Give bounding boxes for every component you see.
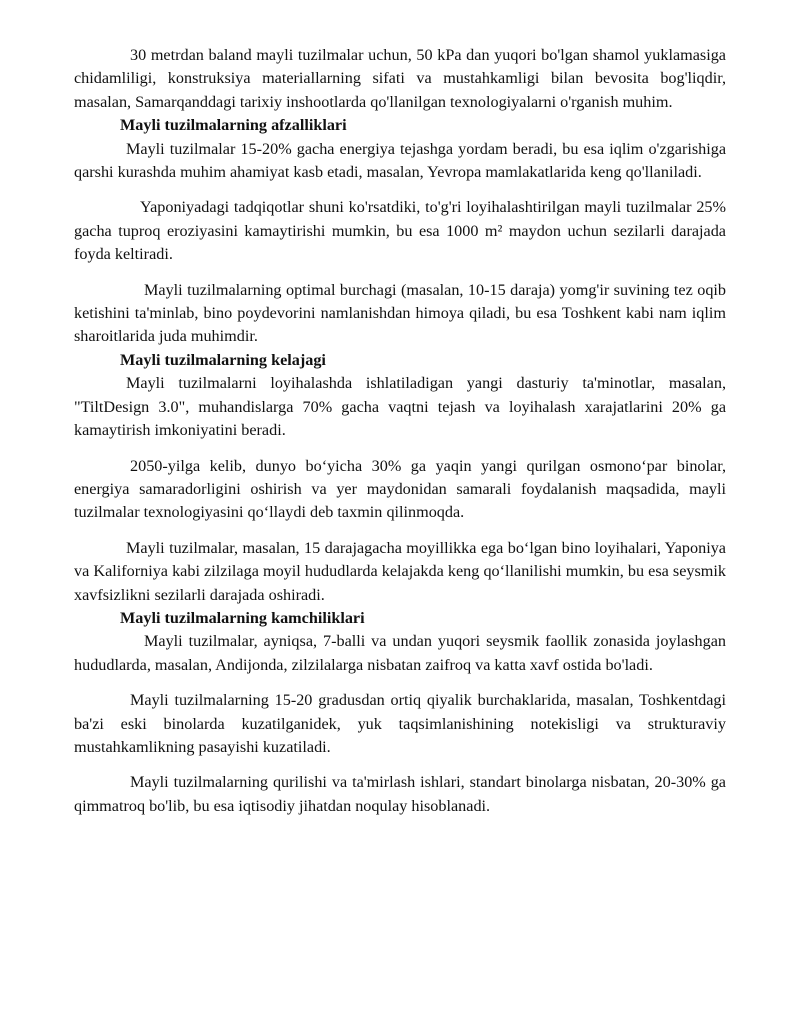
- future-paragraph-3: Mayli tuzilmalar, masalan, 15 darajagacha moyillikka ega bo‘lgan bino loyihalari, Yaponiya va Kaliforniya kabi zilzilaga moyil hududlarda kelajakda keng qo‘llanilishi mumkin, bu esa seysmik xavfsizlikni sezilarli darajada oshiradi.: [74, 538, 726, 604]
- disadvantages-paragraph-3: Mayli tuzilmalarning qurilishi va ta'mirlash ishlari, standart binolarga nisbatan, 20-30% ga qimmatroq bo'lib, bu esa iqtisodiy jihatdan noqulay hisoblanadi.: [74, 773, 726, 815]
- section-heading-advantages: Mayli tuzilmalarning afzalliklari: [120, 116, 347, 135]
- disadvantages-paragraph-2: Mayli tuzilmalarning 15-20 gradusdan ortiq qiyalik burchaklarida, masalan, Toshkentdagi ba'zi eski binolarda kuzatilganidek, yuk taqsimlanishining notekisligi va strukturaviy mustahkamlikning pasayishi kuzatiladi.: [74, 691, 726, 756]
- advantages-paragraph-2: Yaponiyadagi tadqiqotlar shuni ko'rsatdiki, to'g'ri loyihalashtirilgan mayli tuzilmalar 25% gacha tuproq eroziyasini kamaytirishi mumkin, bu esa 1000 m² maydon uchun sezilarli darajada foyda keltiradi.: [74, 198, 726, 264]
- future-paragraph-2: 2050-yilga kelib, dunyo bo‘yicha 30% ga yaqin yangi qurilgan osmono‘par binolar, energiya samaradorligini oshirish va yer maydonidan samarali foydalanish maqsadida, mayli tuzilmalar texnologiyasini qo‘llaydi deb taxmin qilinmoqda.: [74, 456, 726, 522]
- section-heading-future: Mayli tuzilmalarning kelajagi: [120, 350, 326, 369]
- advantages-paragraph-3: Mayli tuzilmalarning optimal burchagi (masalan, 10-15 daraja) yomg'ir suvining tez oqib ketishini ta'minlab, bino poydevorini namlanishdan himoya qiladi, bu esa Toshkent kabi nam iqlim sharoitlarida juda muhimdir.: [74, 280, 726, 346]
- disadvantages-paragraph-1: Mayli tuzilmalar, ayniqsa, 7-balli va undan yuqori seysmik faollik zonasida joylashgan hududlarda, masalan, Andijonda, zilzilalarga nisbatan zaifroq va katta xavf ostida bo'ladi.: [74, 632, 726, 674]
- advantages-paragraph-1: Mayli tuzilmalar 15-20% gacha energiya tejashga yordam beradi, bu esa iqlim o'zgarishiga qarshi kurashda muhim ahamiyat kasb etadi, masalan, Yevropa mamlakatlarida keng qo'llaniladi.: [74, 139, 726, 182]
- document-page: [74, 44, 726, 818]
- intro-paragraph: 30 metrdan baland mayli tuzilmalar uchun, 50 kPa dan yuqori bo'lgan shamol yuklamasiga chidamliligi, konstruksiya materiallarning sifati va mustahkamligi bilan bevosita bog'liqdir, masalan, Samarqanddagi tarixiy inshootlarda qo'llanilgan texnologiyalarni o'rganish muhim.: [74, 46, 726, 111]
- section-heading-disadvantages: Mayli tuzilmalarning kamchiliklari: [120, 608, 365, 627]
- future-paragraph-1: Mayli tuzilmalarni loyihalashda ishlatiladigan yangi dasturiy ta'minotlar, masalan, "TiltDesign 3.0", muhandislarga 70% gacha vaqtni tejash va loyihalash xarajatlarini 20% ga kamaytirish imkoniyatini beradi.: [74, 374, 726, 440]
